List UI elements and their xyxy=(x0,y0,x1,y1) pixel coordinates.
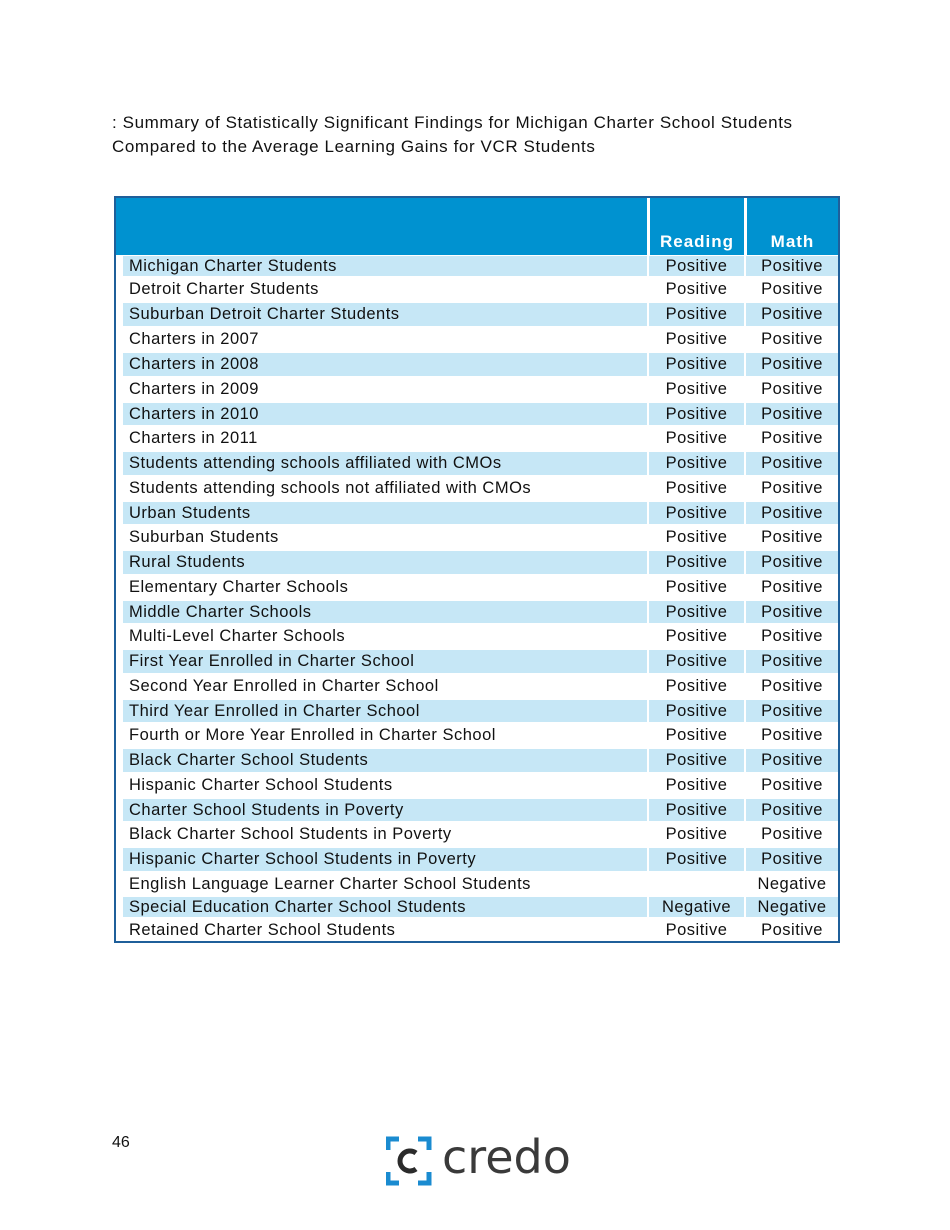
row-label: Special Education Charter School Students xyxy=(129,897,466,916)
row-label: Third Year Enrolled in Charter School xyxy=(129,701,420,720)
reading-result: Positive xyxy=(665,920,728,939)
row-label: Fourth or More Year Enrolled in Charter School xyxy=(129,726,496,744)
table-row xyxy=(116,352,838,377)
table-row xyxy=(116,918,838,942)
reading-result: Positive xyxy=(665,330,728,348)
row-label: Detroit Charter Students xyxy=(129,280,319,298)
row-label: Charters in 2009 xyxy=(129,380,259,398)
math-result: Positive xyxy=(761,701,823,720)
reading-result: Positive xyxy=(665,825,728,843)
reading-result: Positive xyxy=(665,776,728,794)
table-row xyxy=(116,575,838,600)
table-row xyxy=(116,822,838,847)
reading-result: Positive xyxy=(665,429,728,447)
math-result: Positive xyxy=(761,355,823,373)
table-row xyxy=(116,525,838,550)
math-result: Positive xyxy=(761,726,823,744)
row-label: Suburban Detroit Charter Students xyxy=(129,305,400,323)
math-result: Positive xyxy=(761,528,823,546)
table-row xyxy=(116,501,838,525)
row-label: Students attending schools not affiliated with CMOs xyxy=(129,479,532,497)
math-result: Positive xyxy=(761,479,823,497)
row-label: Rural Students xyxy=(129,553,246,571)
row-label: Michigan Charter Students xyxy=(129,256,337,275)
math-result: Positive xyxy=(761,652,823,670)
row-label: Hispanic Charter School Students xyxy=(129,776,393,794)
row-label: Students attending schools affiliated with CMOs xyxy=(129,454,502,472)
reading-result: Negative xyxy=(661,897,732,916)
reading-result: Positive xyxy=(665,503,728,522)
header-math: Math xyxy=(770,232,815,251)
reading-result: Positive xyxy=(665,479,728,497)
math-result: Positive xyxy=(761,627,823,645)
header-reading: Reading xyxy=(659,232,735,251)
table-row xyxy=(116,550,838,575)
table-row xyxy=(116,377,838,402)
math-result: Negative xyxy=(757,874,827,893)
table-caption: : Summary of Statistically Significant Findings for Michigan Charter School Students Compared to the Average Learning Gains for VCR Students xyxy=(112,113,793,156)
table-row xyxy=(116,476,838,501)
table-row xyxy=(116,699,838,723)
reading-result: Positive xyxy=(665,280,728,298)
table-row xyxy=(116,402,838,426)
reading-result: Positive xyxy=(665,528,728,546)
reading-result: Positive xyxy=(665,652,728,670)
reading-result xyxy=(649,872,744,896)
math-result: Positive xyxy=(761,256,823,275)
table-row xyxy=(116,798,838,822)
math-result: Positive xyxy=(761,825,823,843)
table-row xyxy=(116,600,838,624)
reading-result: Positive xyxy=(665,256,728,275)
reading-result: Positive xyxy=(665,751,728,769)
table-row xyxy=(116,773,838,798)
table-row xyxy=(116,302,838,327)
math-result: Positive xyxy=(761,330,823,348)
reading-result: Positive xyxy=(665,305,728,323)
table-row xyxy=(116,723,838,748)
row-label: Middle Charter Schools xyxy=(129,602,312,621)
findings-table xyxy=(114,196,840,943)
reading-result: Positive xyxy=(665,454,728,472)
math-result: Positive xyxy=(761,800,823,819)
table-row xyxy=(116,649,838,674)
reading-result: Positive xyxy=(665,726,728,744)
table-body xyxy=(116,255,838,942)
reading-result: Positive xyxy=(665,380,728,398)
table-row xyxy=(116,255,838,277)
row-label: Elementary Charter Schools xyxy=(129,578,349,596)
math-result: Positive xyxy=(761,920,823,939)
math-result: Positive xyxy=(761,380,823,398)
header-label xyxy=(116,198,647,255)
math-result: Positive xyxy=(761,404,823,423)
row-label: Charters in 2007 xyxy=(129,330,259,348)
math-result: Positive xyxy=(761,305,823,323)
table-row xyxy=(116,451,838,476)
table-row xyxy=(116,872,838,896)
reading-result: Positive xyxy=(665,677,728,695)
reading-result: Positive xyxy=(665,602,728,621)
reading-result: Positive xyxy=(665,627,728,645)
reading-result: Positive xyxy=(665,800,728,819)
table-row xyxy=(116,748,838,773)
row-label: Charters in 2011 xyxy=(129,429,258,447)
table-row xyxy=(116,426,838,451)
row-label: Charters in 2008 xyxy=(129,355,259,373)
math-result: Positive xyxy=(761,850,823,868)
row-label: Charters in 2010 xyxy=(129,404,259,423)
table-row xyxy=(116,847,838,872)
row-label: English Language Learner Charter School Students xyxy=(129,874,531,893)
math-result: Positive xyxy=(761,429,823,447)
reading-result: Positive xyxy=(665,701,728,720)
math-result: Positive xyxy=(761,553,823,571)
table-row xyxy=(116,327,838,352)
table-row xyxy=(116,624,838,649)
math-result: Positive xyxy=(761,751,823,769)
row-label: Urban Students xyxy=(129,503,251,522)
row-label: Retained Charter School Students xyxy=(129,920,396,939)
reading-result: Positive xyxy=(665,578,728,596)
row-label: Black Charter School Students xyxy=(129,751,369,769)
page-number: 46 xyxy=(112,1134,130,1151)
math-result: Positive xyxy=(761,776,823,794)
table-row xyxy=(116,277,838,302)
math-result: Positive xyxy=(761,280,823,298)
reading-result: Positive xyxy=(665,553,728,571)
row-label: Charter School Students in Poverty xyxy=(129,800,404,819)
row-label: Multi-Level Charter Schools xyxy=(129,627,346,645)
math-result: Positive xyxy=(761,677,823,695)
reading-result: Positive xyxy=(665,355,728,373)
math-result: Positive xyxy=(761,578,823,596)
table-row xyxy=(116,896,838,918)
row-label: Suburban Students xyxy=(129,528,279,546)
credo-logo xyxy=(386,1130,576,1186)
reading-result: Positive xyxy=(665,850,728,868)
math-result: Negative xyxy=(757,897,827,916)
row-label: Second Year Enrolled in Charter School xyxy=(129,677,439,695)
math-result: Positive xyxy=(761,503,823,522)
row-label: Hispanic Charter School Students in Poverty xyxy=(129,850,477,868)
math-result: Positive xyxy=(761,602,823,621)
row-label: Black Charter School Students in Poverty xyxy=(129,825,452,843)
table-header xyxy=(116,198,838,255)
table-row xyxy=(116,674,838,699)
reading-result: Positive xyxy=(665,404,728,423)
math-result: Positive xyxy=(761,454,823,472)
row-label: First Year Enrolled in Charter School xyxy=(129,652,415,670)
logo-text: credo xyxy=(442,1130,571,1184)
